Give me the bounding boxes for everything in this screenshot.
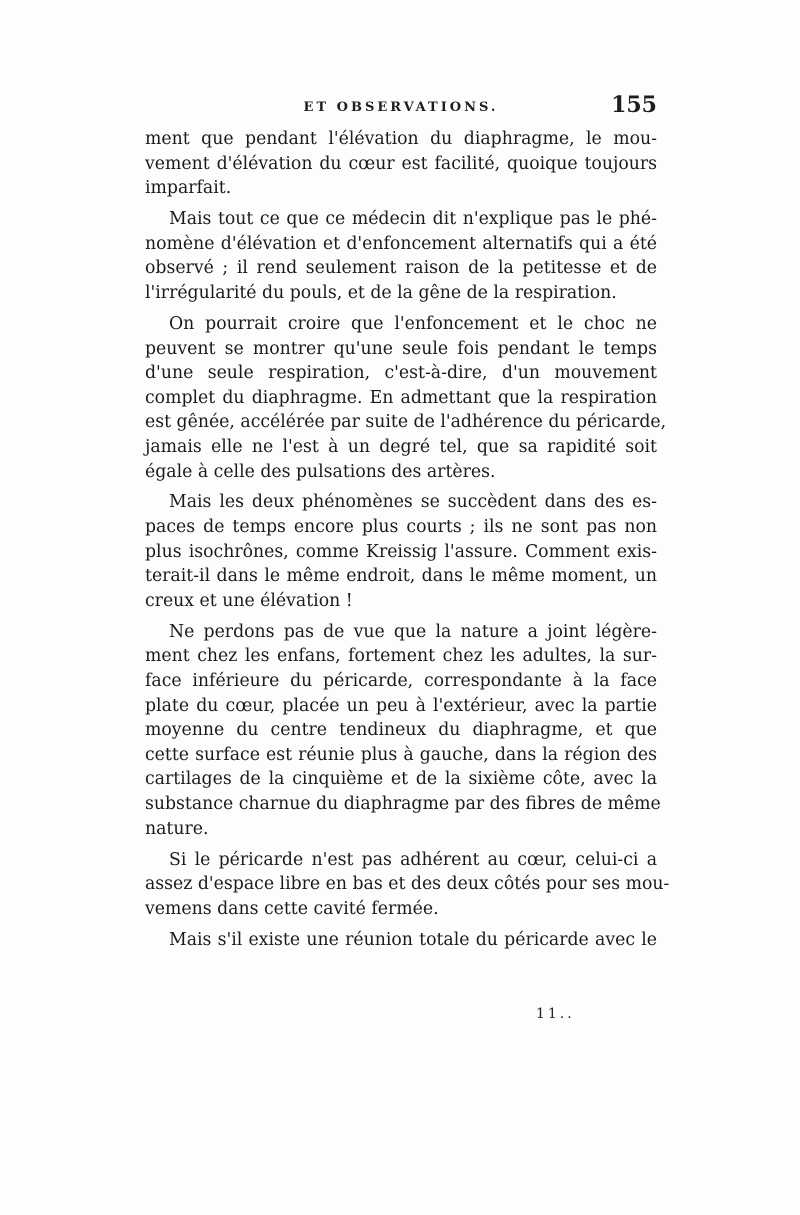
text-line: substance charnue du diaphragme par des fibres de même (145, 794, 661, 814)
running-head: ET OBSERVATIONS. (303, 100, 499, 115)
text-line: paces de temps encore plus courts ; ils ne sont pas non (145, 517, 657, 538)
paragraph (145, 490, 657, 613)
paragraph (145, 928, 657, 953)
text-line: vement d'élévation du cœur est facilité, quoique toujours (145, 153, 657, 174)
text-line: Ne perdons pas de vue que la nature a joint légère- (169, 621, 657, 642)
text-line: nomène d'élévation et d'enfoncement alternatifs qui a été (145, 233, 657, 254)
text-line: vemens dans cette cavité fermée. (145, 898, 439, 919)
text-line: complet du diaphragme. En admettant que la respiration (145, 387, 657, 408)
text-line: plus isochrônes, comme Kreissig l'assure. Comment exis- (145, 541, 657, 562)
text-line: ment chez les enfans, fortement chez les adultes, la sur- (145, 646, 657, 667)
text-line: Si le péricarde n'est pas adhérent au cœur, celui-ci a (169, 849, 657, 870)
text-line: nature. (145, 818, 209, 839)
text-line: Mais les deux phénomènes se succèdent dans des es- (169, 492, 657, 513)
signature-mark: 11.. (536, 1006, 575, 1022)
text-line: face inférieure du péricarde, correspondante à la face (145, 671, 657, 692)
text-line: peuvent se montrer qu'une seule fois pendant le temps (145, 338, 657, 359)
text-line: d'une seule respiration, c'est-à-dire, d'un mouvement (145, 363, 657, 384)
text-line: est gênée, accélérée par suite de l'adhérence du péricarde, (145, 412, 667, 433)
text-line: observé ; il rend seulement raison de la petitesse et de (145, 258, 657, 279)
text-line: ment que pendant l'élévation du diaphragme, le mou- (145, 129, 657, 149)
paragraph (145, 312, 667, 484)
paragraph (145, 127, 657, 201)
text-line: moyenne du centre tendineux du diaphragme, et que (145, 720, 657, 741)
text-line: cette surface est réunie plus à gauche, dans la région des (145, 744, 657, 765)
text-line: plate du cœur, placée un peu à l'extérieur, avec la partie (145, 695, 657, 716)
page-header (145, 92, 657, 122)
page-number: 155 (611, 92, 657, 118)
text-line: l'irrégularité du pouls, et de la gêne de la respiration. (145, 282, 617, 303)
paragraph (145, 848, 670, 922)
text-line: cartilages de la cinquième et de la sixième côte, avec la (145, 769, 657, 790)
text-line: On pourrait croire que l'enfoncement et le choc ne (169, 313, 657, 334)
paragraph (145, 620, 661, 841)
text-line: imparfait. (145, 178, 232, 199)
paragraph (145, 207, 657, 305)
text-line: creux et une élévation ! (145, 590, 353, 611)
text-line: assez d'espace libre en bas et des deux côtés pour ses mou- (145, 874, 670, 895)
text-line: égale à celle des pulsations des artères. (145, 461, 496, 482)
text-line: Mais tout ce que ce médecin dit n'explique pas le phé- (169, 209, 657, 230)
body-text (145, 127, 670, 959)
text-line: Mais s'il existe une réunion totale du péricarde avec le (169, 929, 657, 950)
text-line: jamais elle ne l'est à un degré tel, que sa rapidité soit (145, 436, 657, 457)
text-line: terait-il dans le même endroit, dans le même moment, un (145, 566, 657, 587)
